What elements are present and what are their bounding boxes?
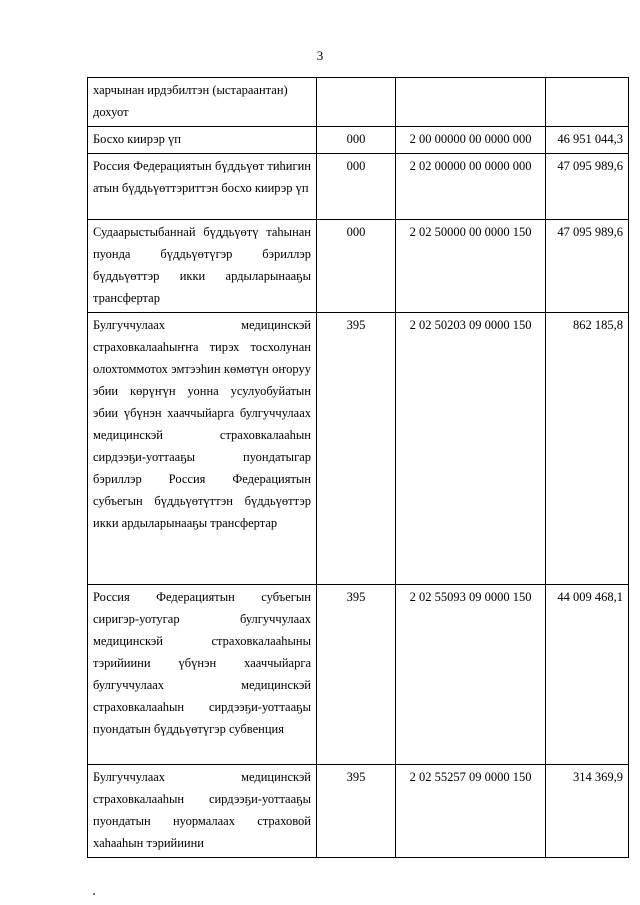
amount-cell: 46 951 044,3 [546,127,629,154]
admin-code-cell: 000 [317,154,396,220]
row-name-text: Россия Федерациятын субъегын сиригэр-уотугар булгуччулаах медицинскэй страховкалааһыны тэрийиини үбүнэн хааччыйарга булгуччулаах медицинскэй страховкалааһын сирдээҕи-уоттааҕы пуондатын бүддьүөтүгэр субвенция [93,590,311,736]
budget-revenue-table [87,77,629,858]
row-name-cell [88,220,317,313]
classification-code-cell [396,78,546,127]
admin-code-cell [317,78,396,127]
classification-code-cell: 2 00 00000 00 0000 000 [396,127,546,154]
amount-cell: 47 095 989,6 [546,220,629,313]
classification-code-cell: 2 02 00000 00 0000 000 [396,154,546,220]
table-row [88,585,629,765]
row-name-text: Судаарыстыбаннай бүддьүөтү таһынан пуонда бүддьүөтүгэр бэриллэр бүддьүөттэр икки ардыларынааҕы трансфертар [93,225,311,305]
table-row [88,127,629,154]
row-name-cell [88,154,317,220]
classification-code-cell: 2 02 55093 09 0000 150 [396,585,546,765]
classification-code-cell: 2 02 50203 09 0000 150 [396,313,546,585]
row-name-cell [88,585,317,765]
scan-speck [93,893,95,895]
table-row [88,765,629,858]
row-name-text: Россия Федерациятын бүддьүөт тиһигин атын бүддьүөттэриттэн босхо киирэр үп [93,159,311,195]
classification-code-cell: 2 02 55257 09 0000 150 [396,765,546,858]
admin-code-cell: 000 [317,127,396,154]
amount-cell: 44 009 468,1 [546,585,629,765]
table-row [88,313,629,585]
admin-code-cell: 395 [317,765,396,858]
table-row [88,220,629,313]
row-name-cell [88,127,317,154]
row-name-text: Булгуччулаах медицинскэй страховкалааһыҥҥа тирэх тосхолунан олохтоммотох эмтээһин көмөтүн оҥоруу эбии көрүҥүн уонна усулуобуйатын эбии үбүнэн хааччыйарга булгуччулаах медицинскэй страховкалааһын сирдээҕи-уоттааҕы пуондатыгар бэриллэр Россия Федерациятын субъегын бүддьүөтүттэн бүддьүөттэр икки ардыларынааҕы трансфертар [93,318,311,530]
amount-cell [546,78,629,127]
admin-code-cell: 395 [317,585,396,765]
row-name-cell [88,765,317,858]
row-name-text: Булгуччулаах медицинскэй страховкалааһын сирдээҕи-уоттааҕы пуондатын нуормалаах страховой хаһааһын тэрийиини [93,770,311,850]
amount-cell: 314 369,9 [546,765,629,858]
table-row [88,154,629,220]
row-name-cell [88,78,317,127]
row-name-cell [88,313,317,585]
row-name-text: харчынан ирдэбилтэн (ыстараантан) дохуот [93,83,288,119]
page-number: 3 [316,48,324,63]
amount-cell: 862 185,8 [546,313,629,585]
row-name-text: Босхо киирэр үп [93,132,181,146]
amount-cell: 47 095 989,6 [546,154,629,220]
classification-code-cell: 2 02 50000 00 0000 150 [396,220,546,313]
admin-code-cell: 000 [317,220,396,313]
admin-code-cell: 395 [317,313,396,585]
table-row [88,78,629,127]
